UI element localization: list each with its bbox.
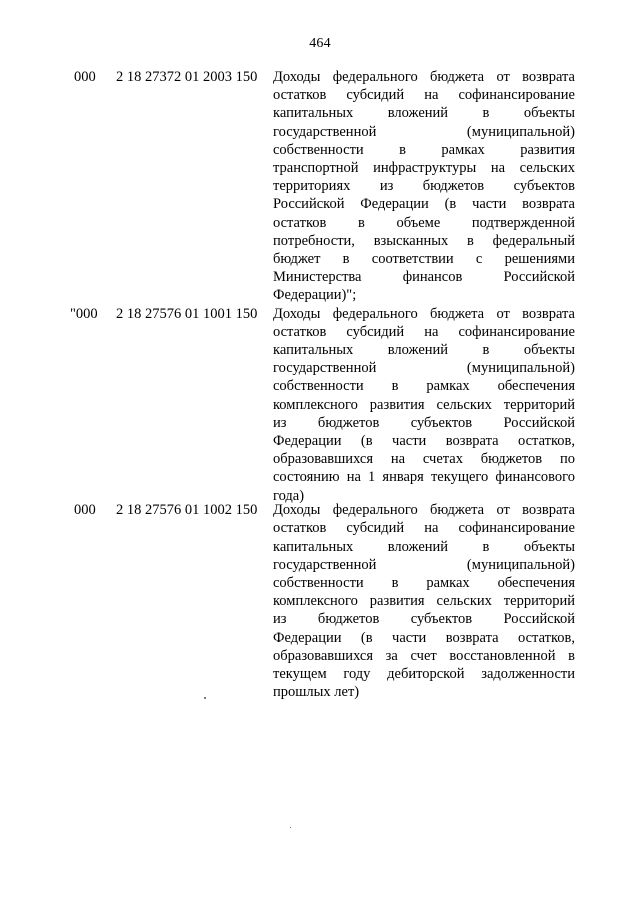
description-line: территориях из бюджетов субъектов <box>273 178 575 195</box>
table-row <box>0 68 640 305</box>
description-line: капитальных вложений в объекты <box>273 105 575 122</box>
description-line: потребности, взысканных в федеральный <box>273 232 575 249</box>
table-row <box>0 305 640 502</box>
description-line: государственной (муниципальной) <box>273 556 575 573</box>
page-number: 464 <box>309 36 331 51</box>
description-line: капитальных вложений в объекты <box>273 538 575 555</box>
income-description <box>273 501 575 701</box>
description-line: образовавшихся за счет восстановленной в <box>273 647 575 664</box>
description-line: остатков субсидий на софинансирование <box>273 520 575 537</box>
income-description <box>273 68 575 305</box>
description-line: текущем году дебиторской задолженности <box>273 666 575 683</box>
description-line: Министерства финансов Российской <box>273 269 575 286</box>
description-line: собственности в рамках развития <box>273 141 575 158</box>
description-line: Доходы федерального бюджета от возврата <box>273 305 575 322</box>
description-line: Российской Федерации (в части возврата <box>273 196 575 213</box>
description-line: Федерации (в части возврата остатков, <box>273 629 575 646</box>
admin-code: "000 <box>70 305 98 322</box>
description-line: из бюджетов субъектов Российской <box>273 611 575 628</box>
description-line: Федерации)"; <box>273 287 357 304</box>
description-line: остатков субсидий на софинансирование <box>273 323 575 340</box>
admin-code: 000 <box>74 502 96 519</box>
description-line: бюджет в соответствии с решениями <box>273 251 575 268</box>
budget-classification-code: 2 18 27576 01 1001 150 <box>116 305 258 322</box>
income-description <box>273 305 575 505</box>
description-line: капитальных вложений в объекты <box>273 342 575 358</box>
budget-code-table <box>0 68 640 701</box>
description-line: транспортной инфраструктуры на сельских <box>273 160 575 177</box>
description-line: Доходы федерального бюджета от возврата <box>273 502 575 519</box>
description-line: Федерации (в части возврата остатков, <box>273 433 575 450</box>
description-line: остатков субсидий на софинансирование <box>273 87 575 104</box>
scan-speck <box>204 697 206 699</box>
scan-speck <box>290 827 291 828</box>
table-row <box>0 501 640 701</box>
description-line: из бюджетов субъектов Российской <box>273 414 575 431</box>
description-line: Доходы федерального бюджета от возврата <box>273 69 575 85</box>
description-line: образовавшихся на счетах бюджетов по <box>273 451 575 468</box>
description-line: комплексного развития сельских территорий <box>273 396 575 413</box>
description-line: собственности в рамках обеспечения <box>273 575 575 591</box>
description-line: года) <box>273 487 305 504</box>
description-line: комплексного развития сельских территорий <box>273 593 575 610</box>
description-line: состоянию на 1 января текущего финансового <box>273 469 575 486</box>
description-line: собственности в рамках обеспечения <box>273 378 575 395</box>
description-line: государственной (муниципальной) <box>273 123 575 140</box>
budget-classification-code: 2 18 27576 01 1002 150 <box>116 502 258 519</box>
admin-code: 000 <box>74 69 96 85</box>
description-line: остатков в объеме подтвержденной <box>273 214 575 231</box>
description-line: прошлых лет) <box>273 684 360 701</box>
budget-classification-code: 2 18 27372 01 2003 150 <box>116 69 258 85</box>
description-line: государственной (муниципальной) <box>273 360 575 377</box>
